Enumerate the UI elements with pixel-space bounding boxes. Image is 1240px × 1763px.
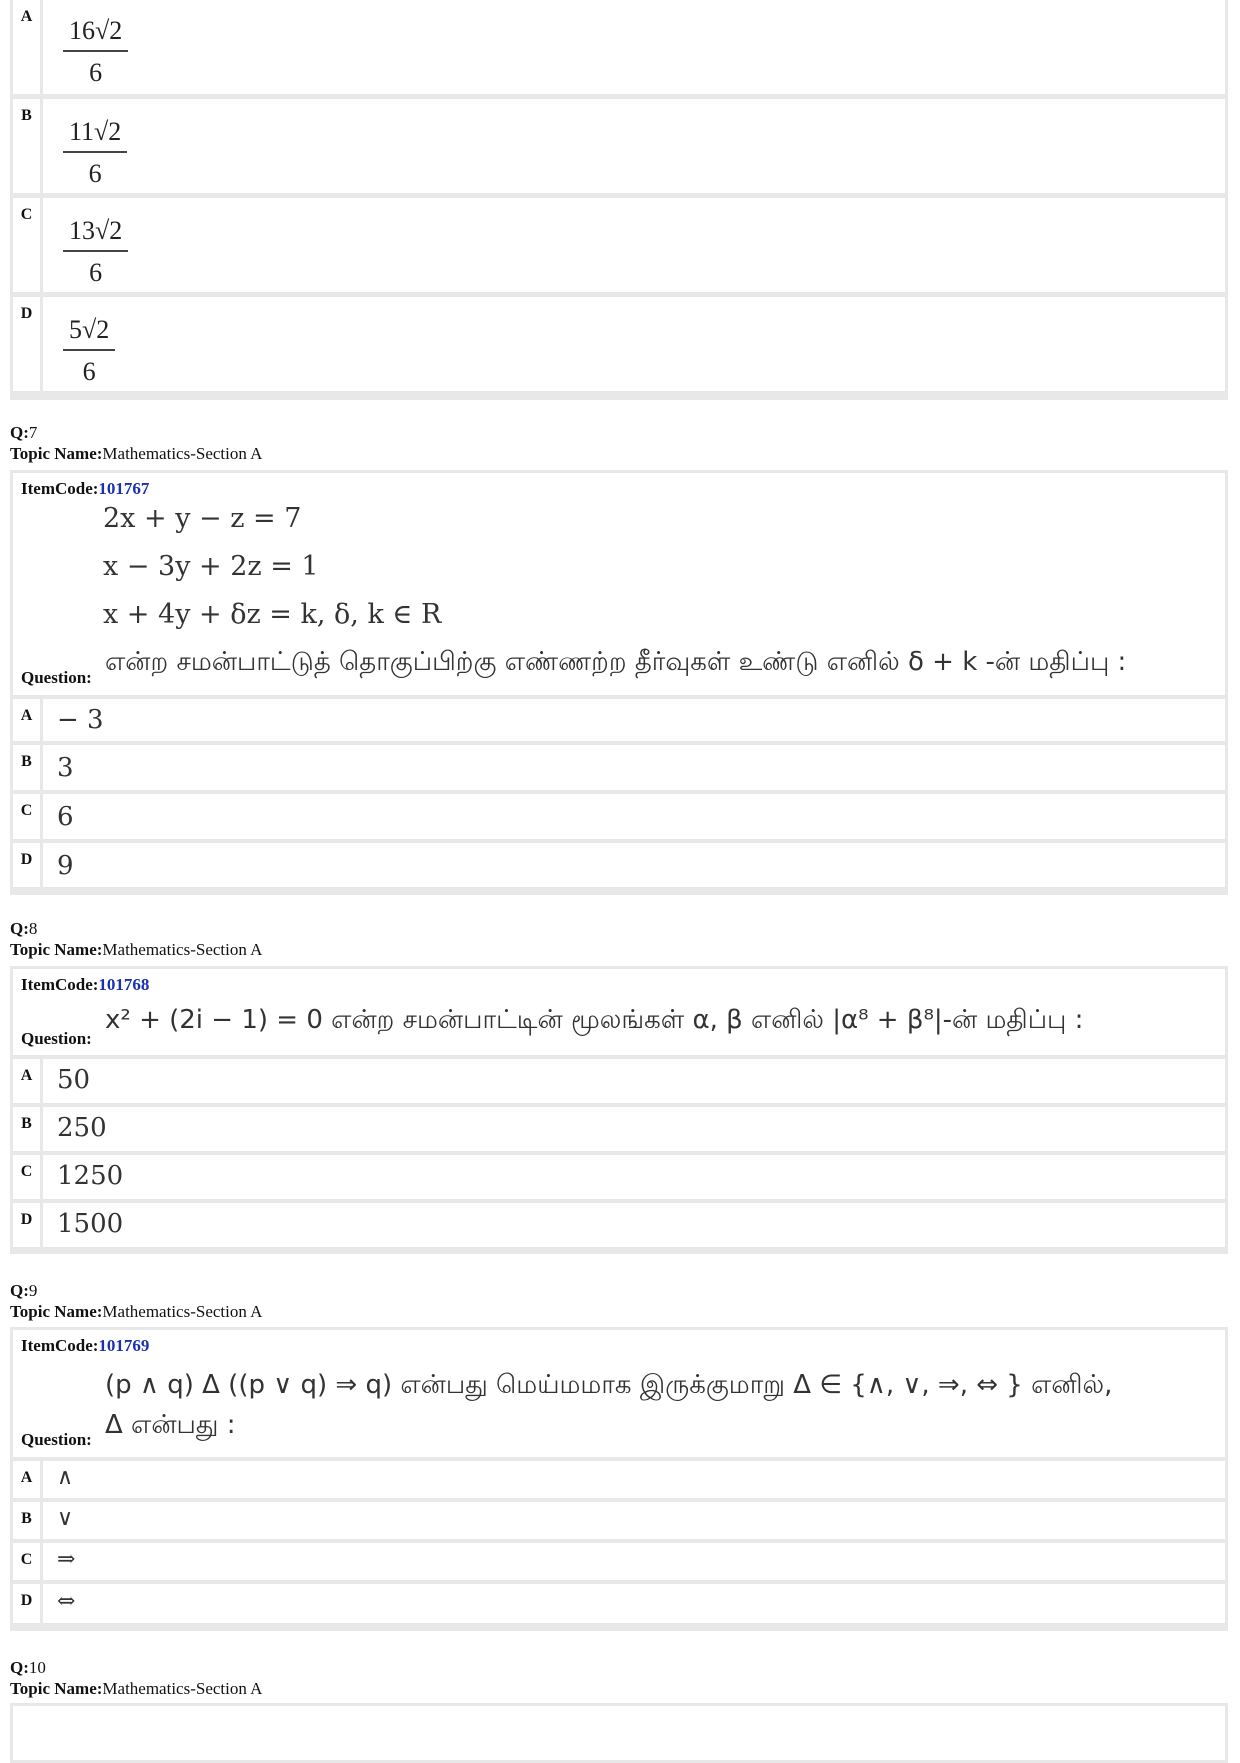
q8-option-c[interactable] xyxy=(10,1152,1228,1202)
question-label: Question: xyxy=(21,1430,92,1449)
question-number: Q:8 xyxy=(10,919,38,938)
fraction-numerator: 5√2 xyxy=(63,315,115,351)
q7-question-box xyxy=(10,470,1228,698)
equation-2: x − 3y + 2z = 1 xyxy=(103,551,319,582)
fraction xyxy=(63,117,127,189)
option-letter: D xyxy=(13,1203,43,1247)
option-letter: B xyxy=(13,745,43,790)
option-letter: C xyxy=(13,794,43,839)
q6-option-c[interactable] xyxy=(10,195,1228,295)
fraction-numerator: 11√2 xyxy=(63,117,127,153)
question-number: Q:7 xyxy=(10,423,38,442)
divider xyxy=(10,394,1228,400)
q6-option-d[interactable] xyxy=(10,294,1228,394)
q6-option-b[interactable] xyxy=(10,96,1228,196)
q7-option-a[interactable] xyxy=(10,696,1228,744)
q9-option-a[interactable] xyxy=(10,1458,1228,1501)
option-value: 6 xyxy=(57,802,74,832)
item-code: ItemCode:101769 xyxy=(21,1336,150,1355)
fraction-numerator: 16√2 xyxy=(63,16,128,52)
option-letter: C xyxy=(13,198,43,292)
divider xyxy=(10,889,1228,895)
divider xyxy=(10,1625,1228,1631)
q8-options xyxy=(10,1056,1228,1256)
q6-option-a[interactable] xyxy=(10,0,1228,97)
question-line-1: (p ∧ q) Δ ((p ∨ q) ⇒ q) என்பது மெய்மமாக இருக்குமாறு Δ ∈ {∧, ∨, ⇒, ⇔ } எனில், xyxy=(105,1370,1113,1400)
q9-question-box xyxy=(10,1327,1228,1460)
option-value: ∧ xyxy=(57,1465,74,1490)
question-number: Q:9 xyxy=(10,1281,38,1300)
option-letter: A xyxy=(13,1461,43,1498)
fraction-denominator: 6 xyxy=(89,258,103,287)
option-value: ∨ xyxy=(57,1506,74,1531)
equation-1: 2x + y − z = 7 xyxy=(103,503,302,534)
option-value: 1250 xyxy=(57,1161,124,1191)
fraction xyxy=(63,16,128,88)
q7-option-c[interactable] xyxy=(10,791,1228,842)
topic-name: Topic Name:Mathematics-Section A xyxy=(10,940,263,959)
option-value: 50 xyxy=(57,1065,91,1095)
q8-option-a[interactable] xyxy=(10,1056,1228,1106)
q6-options xyxy=(10,0,1228,398)
option-value: − 3 xyxy=(57,705,104,735)
equation-3: x + 4y + δz = k, δ, k ∈ R xyxy=(103,599,442,630)
topic-name: Topic Name:Mathematics-Section A xyxy=(10,1679,263,1698)
q8-option-d[interactable] xyxy=(10,1200,1228,1250)
q7-header xyxy=(10,422,262,464)
option-value: 3 xyxy=(57,753,74,783)
divider xyxy=(10,1248,1228,1254)
question-line-2: Δ என்பது : xyxy=(105,1410,236,1440)
option-letter: B xyxy=(13,1502,43,1539)
option-letter: A xyxy=(13,699,43,741)
topic-name: Topic Name:Mathematics-Section A xyxy=(10,444,263,463)
q9-header xyxy=(10,1280,262,1322)
option-letter: B xyxy=(13,1107,43,1151)
q7-options xyxy=(10,696,1228,896)
question-number: Q:10 xyxy=(10,1658,46,1677)
fraction-numerator: 13√2 xyxy=(63,216,128,252)
q7-option-d[interactable] xyxy=(10,840,1228,890)
question-text: x² + (2i − 1) = 0 என்ற சமன்பாட்டின் மூலங்கள் α, β எனில் |α⁸ + β⁸|-ன் மதிப்பு : xyxy=(105,1005,1084,1035)
question-label: Question: xyxy=(21,1029,92,1048)
option-value: 9 xyxy=(57,851,74,881)
option-value: 1500 xyxy=(57,1209,124,1239)
q10-header xyxy=(10,1657,262,1699)
q9-option-d[interactable] xyxy=(10,1581,1228,1626)
fraction-denominator: 6 xyxy=(89,58,103,87)
q8-header xyxy=(10,918,262,960)
option-letter: D xyxy=(13,843,43,887)
q9-options xyxy=(10,1458,1228,1632)
q8-question-box xyxy=(10,966,1228,1058)
fraction xyxy=(63,315,115,387)
q7-option-b[interactable] xyxy=(10,742,1228,793)
option-letter: C xyxy=(13,1155,43,1199)
option-value: 250 xyxy=(57,1113,107,1143)
option-value: ⇔ xyxy=(57,1589,76,1614)
q9-option-c[interactable] xyxy=(10,1540,1228,1583)
item-code: ItemCode:101767 xyxy=(21,479,150,498)
option-letter: C xyxy=(13,1543,43,1580)
topic-name: Topic Name:Mathematics-Section A xyxy=(10,1302,263,1321)
question-label: Question: xyxy=(21,668,92,687)
option-letter: A xyxy=(13,0,43,94)
option-letter: B xyxy=(13,99,43,193)
question-text: என்ற சமன்பாட்டுத் தொகுப்பிற்கு எண்ணற்ற தீர்வுகள் உண்டு எனில் δ + k -ன் மதிப்பு : xyxy=(105,647,1127,677)
option-letter: D xyxy=(13,297,43,391)
q10-question-box xyxy=(10,1703,1228,1763)
option-letter: D xyxy=(13,1584,43,1623)
q8-option-b[interactable] xyxy=(10,1104,1228,1154)
fraction-denominator: 6 xyxy=(88,159,102,188)
q9-option-b[interactable] xyxy=(10,1499,1228,1542)
option-value: ⇒ xyxy=(57,1547,76,1572)
item-code: ItemCode:101768 xyxy=(21,975,150,994)
fraction xyxy=(63,216,128,288)
fraction-denominator: 6 xyxy=(82,357,96,386)
option-letter: A xyxy=(13,1059,43,1103)
